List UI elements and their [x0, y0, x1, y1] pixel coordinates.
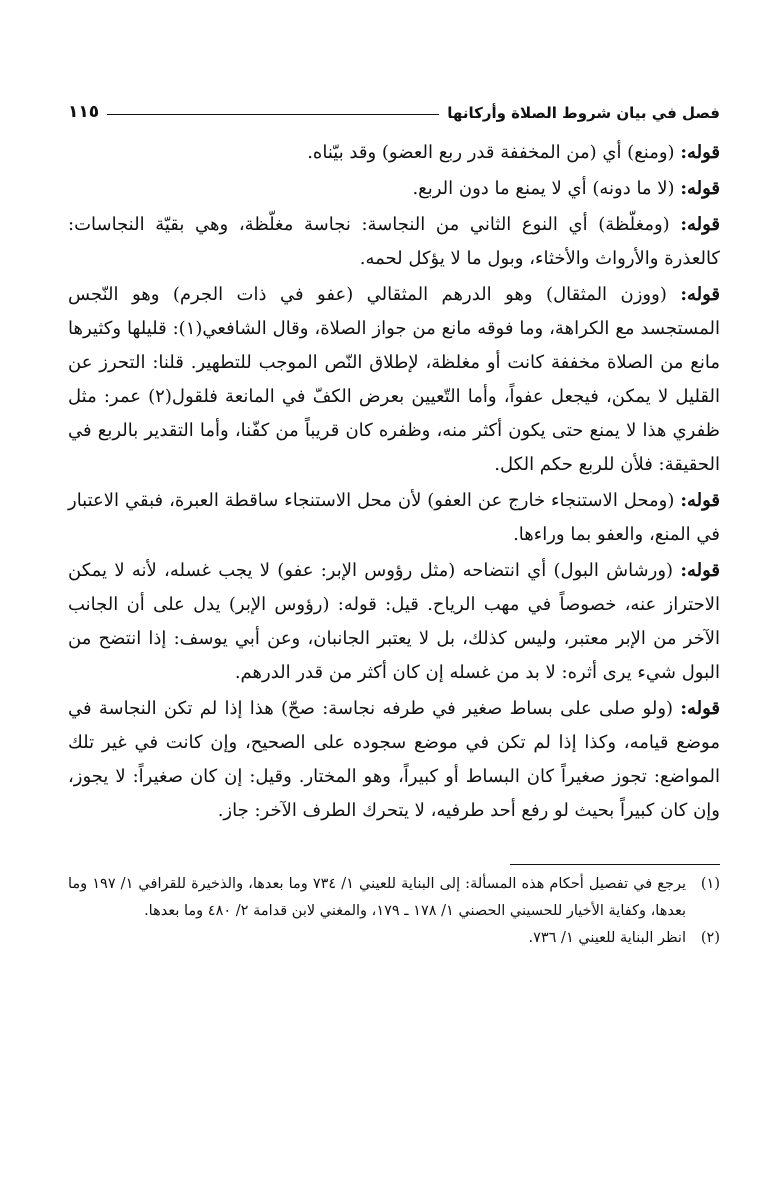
body-text: [68, 136, 720, 828]
paragraph-lead: قوله:: [680, 142, 720, 163]
paragraph-lead: قوله:: [680, 214, 720, 235]
footnote-separator: [510, 864, 720, 865]
paragraph: [68, 692, 720, 828]
document-page: [68, 88, 720, 952]
paragraph-text: (ومحل الاستنجاء خارج عن العفو) لأن محل الاستنجاء ساقطة العبرة، فبقي الاعتبار في المنع، والعفو بما وراءها.: [68, 490, 720, 545]
page-header: [68, 88, 720, 122]
paragraph: [68, 208, 720, 276]
paragraph-text: (ووزن المثقال) وهو الدرهم المثقالي (عفو في ذات الجرم) وهو النّجس المستجسد مع الكراهة، وما فوقه مانع من جواز الصلاة، وقال الشافعي(١): قليلها وكثيرها مانع من الصلاة مخففة كانت أو مغلظة، لإطلاق النّص الموجب للتطهير. قلنا: التحرز عن القليل لا يمكن، فيجعل عفواً، وأما التّعيين بعرض الكفّ في المانعة فلقول(٢) عمر: مثل ظفري هذا لا يمنع حتى يكون أكثر منه، وظفره كان قريباً من كفّنا، وأما التقدير بالربع في الحقيقة: فلأن للربع حكم الكل.: [68, 284, 720, 475]
paragraph-text: (ومنع) أي (من المخففة قدر ربع العضو) وقد بيّناه.: [307, 142, 681, 163]
paragraph-lead: قوله:: [680, 560, 720, 581]
running-title: فصل في بيان شروط الصلاة وأركانها: [447, 104, 720, 122]
footnote-text: انظر البناية للعيني ١/ ٧٣٦.: [528, 930, 686, 946]
paragraph: [68, 484, 720, 552]
footnote-number: (٢): [700, 930, 720, 946]
paragraph: [68, 278, 720, 482]
page-number: ١١٥: [68, 102, 100, 122]
paragraph-text: (ومغلّظة) أي النوع الثاني من النجاسة: نجاسة مغلّظة، وهي بقيّة النجاسات: كالعذرة والأرواث والأخثاء، وبول ما لا يؤكل لحمه.: [68, 214, 720, 269]
paragraph-text: (ولو صلى على بساط صغير في طرفه نجاسة: صحّ) هذا إذا لم تكن النجاسة في موضع قيامه، وكذا إذا لم تكن في موضع سجوده على الصحيح، وإن كانت في غير تلك المواضع: تجوز صغيراً كان البساط أو كبيراً، وهو المختار. وقيل: إن كان صغيراً: لا يجوز، وإن كان كبيراً بحيث لو رفع أحد طرفيه، لا يتحرك الطرف الآخر: جاز.: [68, 698, 720, 821]
paragraph-lead: قوله:: [680, 284, 720, 305]
paragraph: [68, 554, 720, 690]
footnote: [68, 871, 720, 925]
paragraph-text: (لا ما دونه) أي لا يمنع ما دون الربع.: [412, 178, 681, 199]
paragraph-lead: قوله:: [680, 698, 720, 719]
paragraph-lead: قوله:: [680, 178, 720, 199]
footnotes: [68, 871, 720, 952]
footnote: [68, 925, 720, 952]
paragraph: [68, 136, 720, 170]
paragraph: [68, 172, 720, 206]
paragraph-text: (ورشاش البول) أي انتضاحه (مثل رؤوس الإبر: عفو) لا يجب غسله، لأنه لا يمكن الاحتراز عنه، خصوصاً في مهب الرياح. قيل: قوله: (رؤوس الإبر) يدل على أن الجانب الآخر من الإبر معتبر، وليس كذلك، بل لا يعتبر الجانبان، وعن أبي يوسف: إذا انتضح من البول شيء يرى أثره: لا بد من غسله إن كان أكثر من قدر الدرهم.: [68, 560, 720, 683]
footnote-number: (١): [700, 876, 720, 892]
paragraph-lead: قوله:: [680, 490, 720, 511]
header-rule: [107, 114, 439, 115]
footnote-text: يرجع في تفصيل أحكام هذه المسألة: إلى البناية للعيني ١/ ٧٣٤ وما بعدها، والذخيرة للقرافي ١/ ١٩٧ وما بعدها، وكفاية الأخيار للحسيني الحصني ١/ ١٧٨ ـ ١٧٩، والمغني لابن قدامة ٢/ ٤٨٠ وما بعدها.: [68, 876, 687, 919]
